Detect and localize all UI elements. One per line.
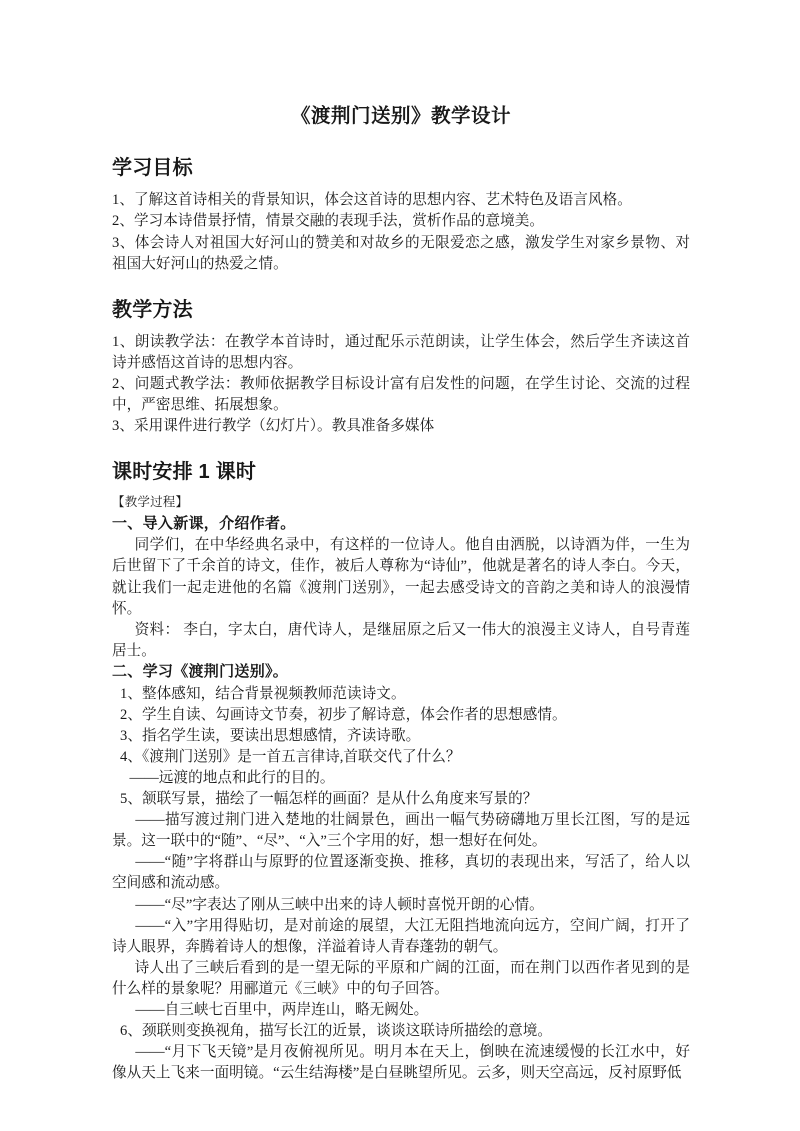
part-two-question-5: 5、颔联写景，描绘了一幅怎样的画面？是从什么角度来写景的？ [120, 791, 538, 808]
part-two-item-1: 1、整体感知，结合背景视频教师范读诗文。 [120, 685, 406, 702]
part-one-paragraph-1: 同学们，在中华经典名录中，有这样的一位诗人。他自由洒脱，以诗酒为伴，一生为后世留下了千余首的诗文，佳作，被后人尊称为“诗仙”，他就是著名的诗人李白。今天，就让我们一起走进他的名篇《渡荆门送别》，一起去感受诗文的音韵之美和诗人的浪漫情怀。 [112, 537, 690, 617]
objective-item-1: 1、了解这首诗相关的背景知识，体会这首诗的思想内容、艺术特色及语言风格。 [112, 192, 632, 209]
part-two-question-6: 6、颈联则变换视角，描写长江的近景，谈谈这联诗所描绘的意境。 [120, 1023, 553, 1040]
part-two-answer-5d: ——“入”字用得贴切，是对前途的展望，大江无阻挡地流向远方，空间广阔，打开了诗人眼界，奔腾着诗人的想像，洋溢着诗人青春蓬勃的朝气。 [112, 917, 690, 955]
heading-class-schedule: 课时安排 1 课时 [112, 461, 257, 484]
part-two-item-3: 3、指名学生读，要读出思想感情，齐读诗歌。 [120, 727, 421, 744]
objective-item-3: 3、体会诗人对祖国大好河山的赞美和对故乡的无限爱恋之感，激发学生对家乡景物、对祖国大好河山的热爱之情。 [112, 234, 690, 272]
heading-part-two: 二、学习《渡荆门送别》。 [112, 663, 289, 680]
part-two-item-2: 2、学生自读、勾画诗文节奏，初步了解诗意，体会作者的思想感情。 [120, 706, 567, 723]
page-title: 《渡荆门送别》教学设计 [290, 105, 511, 127]
heading-part-one: 一、导入新课，介绍作者。 [112, 515, 296, 532]
part-two-answer-5a: ——描写渡过荆门进入楚地的壮阔景色，画出一幅气势磅礴地万里长江图，写的是远景。这一联中的“随”、“尽”、“入”三个字用的好，想一想好在何处。 [112, 812, 690, 850]
part-two-answer-4: ——远渡的地点和此行的目的。 [129, 770, 335, 786]
part-two-item-4: 4、《渡荆门送别》是一首五言律诗,首联交代了什么？ [120, 748, 461, 765]
heading-learning-objectives: 学习目标 [112, 157, 193, 180]
label-teaching-process: 【教学过程】 [112, 495, 189, 510]
part-two-answer-5e: 诗人出了三峡后看到的是一望无际的平原和广阔的江面，而在荆门以西作者见到的是什么样的景象呢？用郦道元《三峡》中的句子回答。 [112, 959, 690, 997]
method-item-2: 2、问题式教学法：教师依据教学目标设计富有启发性的问题，在学生讨论、交流的过程中，严密思维、拓展想象。 [112, 375, 690, 413]
page-content [112, 0, 690, 1084]
part-two-answer-5c: ——“尽”字表达了刚从三峡中出来的诗人顿时喜悦开朗的心情。 [135, 896, 544, 913]
objective-item-2: 2、学习本诗借景抒情，情景交融的表现手法，赏析作品的意境美。 [112, 213, 545, 230]
part-two-answer-5f: ——自三峡七百里中，两岸连山，略无阙处。 [135, 1002, 429, 1019]
method-item-3: 3、采用课件进行教学（幻灯片）。教具准备多媒体 [112, 418, 435, 435]
heading-teaching-methods: 教学方法 [112, 298, 193, 321]
part-two-answer-6: ——“月下飞天镜”是月夜俯视所见。明月本在天上，倒映在流速缓慢的长江水中，好像从天上飞来一面明镜。“云生结海楼”是白昼眺望所见。云多，则天空高远，反衬原野低 [112, 1044, 690, 1082]
part-one-paragraph-2: 资料： 李白，字太白，唐代诗人，是继屈原之后又一伟大的浪漫主义诗人，自号青莲居士。 [112, 621, 690, 659]
method-item-1: 1、朗读教学法：在教学本首诗时，通过配乐示范朗读，让学生体会，然后学生齐读这首诗并感悟这首诗的思想内容。 [112, 333, 690, 371]
part-two-answer-5b: ——“随”字将群山与原野的位置逐渐变换、推移，真切的表现出来，写活了，给人以空间感和流动感。 [112, 854, 690, 892]
